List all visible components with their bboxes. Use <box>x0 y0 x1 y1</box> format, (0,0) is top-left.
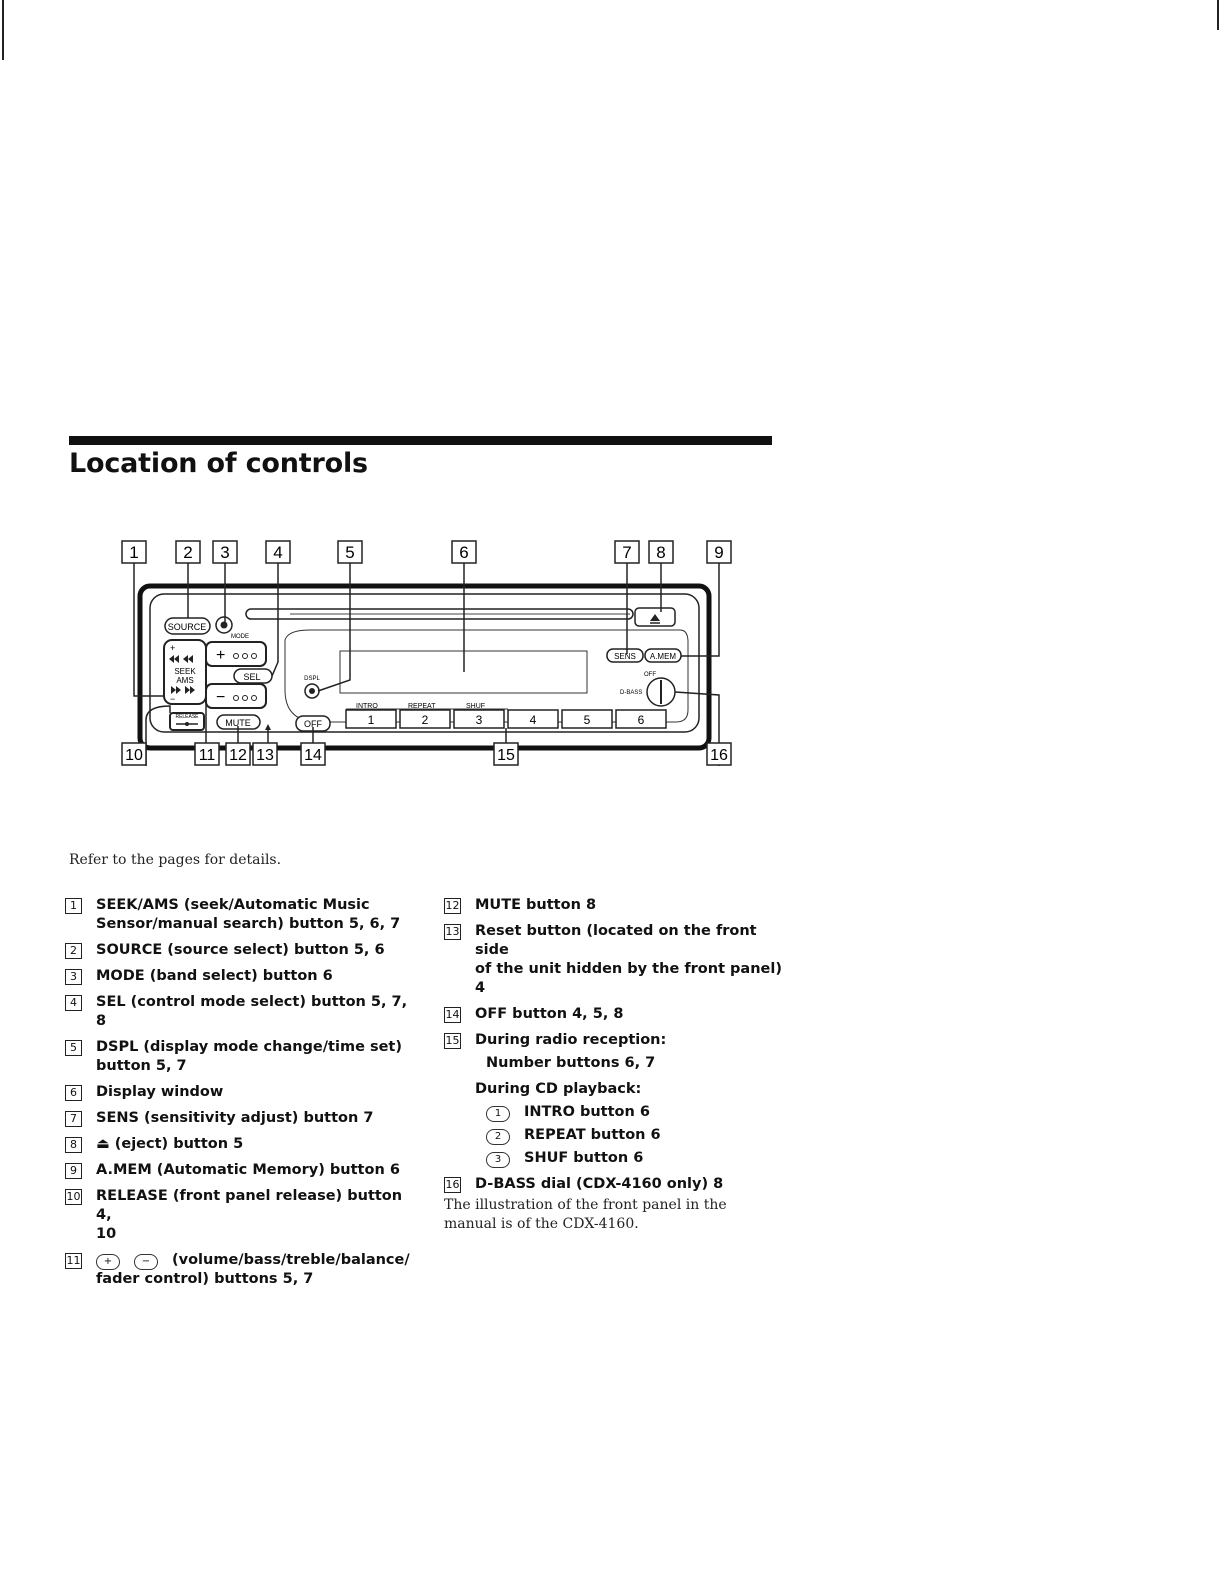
front-panel-diagram <box>110 530 750 770</box>
legend-item-9: 9 A.MEM (Automatic Memory) button 6 <box>65 1161 410 1180</box>
legend-item-13: 13 Reset button (located on the front side of the unit hidden by the front panel) 4 <box>445 923 782 996</box>
svg-text:10: 10 <box>125 747 143 764</box>
legend-item-14: 14 OFF button 4, 5, 8 <box>445 1006 624 1022</box>
release-button[interactable] <box>170 713 204 730</box>
svg-text:3: 3 <box>475 713 483 727</box>
svg-text:−: − <box>216 689 226 706</box>
legend-right-column <box>444 896 789 1201</box>
legend-item-6: 6 Display window <box>65 1083 410 1102</box>
svg-text:INTRO: INTRO <box>356 703 378 710</box>
sens-button[interactable] <box>607 649 643 662</box>
cd-item-intro: 1 INTRO button 6 <box>486 1103 789 1122</box>
cd-item-repeat: 2 REPEAT button 6 <box>486 1126 789 1145</box>
legend-item-10: 10 RELEASE (front panel release) button 4, 10 <box>66 1188 403 1242</box>
legend-item-12: 12 MUTE button 8 <box>445 897 597 913</box>
callout-8 <box>649 541 673 563</box>
svg-text:SEL: SEL <box>243 672 261 682</box>
svg-text:1: 1 <box>367 713 375 727</box>
illustration-note: The illustration of the front panel in the manual is of the CDX-4160. <box>444 1197 727 1232</box>
svg-text:AMS: AMS <box>176 676 194 685</box>
svg-text:+: + <box>170 643 176 653</box>
callout-15 <box>494 743 518 765</box>
legend-item-5: 5 DSPL (display mode change/time set) button 5, 7 <box>65 1038 410 1076</box>
dspl-button[interactable] <box>304 676 320 698</box>
svg-text:REPEAT: REPEAT <box>408 703 436 710</box>
svg-text:MODE: MODE <box>231 634 249 640</box>
svg-text:2: 2 <box>421 713 429 727</box>
callout-6 <box>452 541 476 563</box>
heading-rule <box>69 436 772 445</box>
page-edge-right <box>1217 0 1219 30</box>
number-button-5[interactable] <box>562 710 612 728</box>
cd-playback-heading: During CD playback: <box>475 1081 642 1097</box>
legend-item-4: 4 SEL (control mode select) button 5, 7, 8 <box>65 993 410 1031</box>
svg-text:14: 14 <box>304 747 322 764</box>
page-title: Location of controls <box>69 448 368 479</box>
source-button[interactable] <box>165 618 210 634</box>
svg-text:OFF: OFF <box>644 672 656 678</box>
legend-item-15: 15 During radio reception: Number buttons 6, 7 During CD playback: 1 INTRO button 6 2 REPEAT button 6 3 SHUF button 6 <box>444 1031 789 1168</box>
svg-text:A.MEM: A.MEM <box>649 652 677 661</box>
callout-11 <box>195 743 219 765</box>
callout-9 <box>707 541 731 563</box>
cd-item-shuf: 3 SHUF button 6 <box>486 1149 789 1168</box>
legend-item-7: 7 SENS (sensitivity adjust) button 7 <box>65 1109 410 1128</box>
svg-text:11: 11 <box>198 747 216 764</box>
svg-text:SEEK: SEEK <box>174 667 196 676</box>
number-button-6[interactable] <box>616 710 666 728</box>
svg-text:9: 9 <box>714 543 724 562</box>
callout-5 <box>338 541 362 563</box>
number-button-1[interactable] <box>346 710 396 728</box>
number-button-3[interactable] <box>454 710 504 728</box>
callout-13 <box>253 743 277 765</box>
svg-text:8: 8 <box>656 543 666 562</box>
svg-text:7: 7 <box>622 543 632 562</box>
callout-4 <box>266 541 290 563</box>
volume-plus-button[interactable] <box>206 642 266 666</box>
legend-item-1: 1 SEEK/AMS (seek/Automatic Music Sensor/manual search) button 5, 6, 7 <box>65 896 410 934</box>
plus-symbol: + <box>96 1254 120 1270</box>
number-button-4[interactable] <box>508 710 558 728</box>
svg-text:13: 13 <box>256 747 274 764</box>
svg-text:4: 4 <box>529 713 537 727</box>
seek-ams-button[interactable] <box>164 640 206 704</box>
sel-button[interactable] <box>234 669 272 683</box>
svg-text:D-BASS: D-BASS <box>620 690 643 696</box>
callout-3 <box>213 541 237 563</box>
callout-10 <box>122 743 146 765</box>
svg-text:SENS: SENS <box>614 652 636 661</box>
svg-text:5: 5 <box>345 543 355 562</box>
callout-1 <box>122 541 146 563</box>
intro-text: Refer to the pages for details. <box>69 852 282 868</box>
legend-item-3: 3 MODE (band select) button 6 <box>65 967 410 986</box>
svg-text:SHUF: SHUF <box>466 703 486 710</box>
svg-text:OFF: OFF <box>304 719 322 729</box>
legend-left-column <box>65 896 410 1296</box>
svg-text:SOURCE: SOURCE <box>167 622 207 632</box>
svg-text:RELEASE: RELEASE <box>175 714 199 720</box>
svg-text:MUTE: MUTE <box>225 718 251 728</box>
svg-text:+: + <box>216 647 226 664</box>
callout-14 <box>301 743 325 765</box>
radio-number-buttons: Number buttons 6, 7 <box>486 1055 656 1071</box>
svg-text:6: 6 <box>637 713 645 727</box>
callout-16 <box>707 743 731 765</box>
svg-text:1: 1 <box>129 543 139 562</box>
top-callouts <box>122 541 731 563</box>
volume-minus-button[interactable] <box>206 684 266 708</box>
legend-item-2: 2 SOURCE (source select) button 5, 6 <box>65 941 410 960</box>
number-button-2[interactable] <box>400 710 450 728</box>
svg-text:5: 5 <box>583 713 591 727</box>
legend-item-8: 8 ⏏ (eject) button 5 <box>65 1135 410 1154</box>
svg-text:DSPL: DSPL <box>304 676 320 682</box>
svg-text:4: 4 <box>273 543 283 562</box>
legend-item-16: 16 D-BASS dial (CDX-4160 only) 8 <box>445 1176 724 1192</box>
svg-text:15: 15 <box>497 747 515 764</box>
legend-item-11: 11 + − (volume/bass/treble/balance/ fader control) buttons 5, 7 <box>66 1252 410 1287</box>
callout-2 <box>176 541 200 563</box>
callout-7 <box>615 541 639 563</box>
svg-text:16: 16 <box>710 747 728 764</box>
svg-text:12: 12 <box>229 747 247 764</box>
callout-12 <box>226 743 250 765</box>
svg-text:3: 3 <box>220 543 230 562</box>
svg-text:−: − <box>170 694 176 704</box>
svg-text:2: 2 <box>183 543 193 562</box>
svg-text:6: 6 <box>459 543 469 562</box>
page-edge-left <box>2 0 4 60</box>
minus-symbol: − <box>134 1254 158 1270</box>
amem-button[interactable] <box>645 649 681 662</box>
